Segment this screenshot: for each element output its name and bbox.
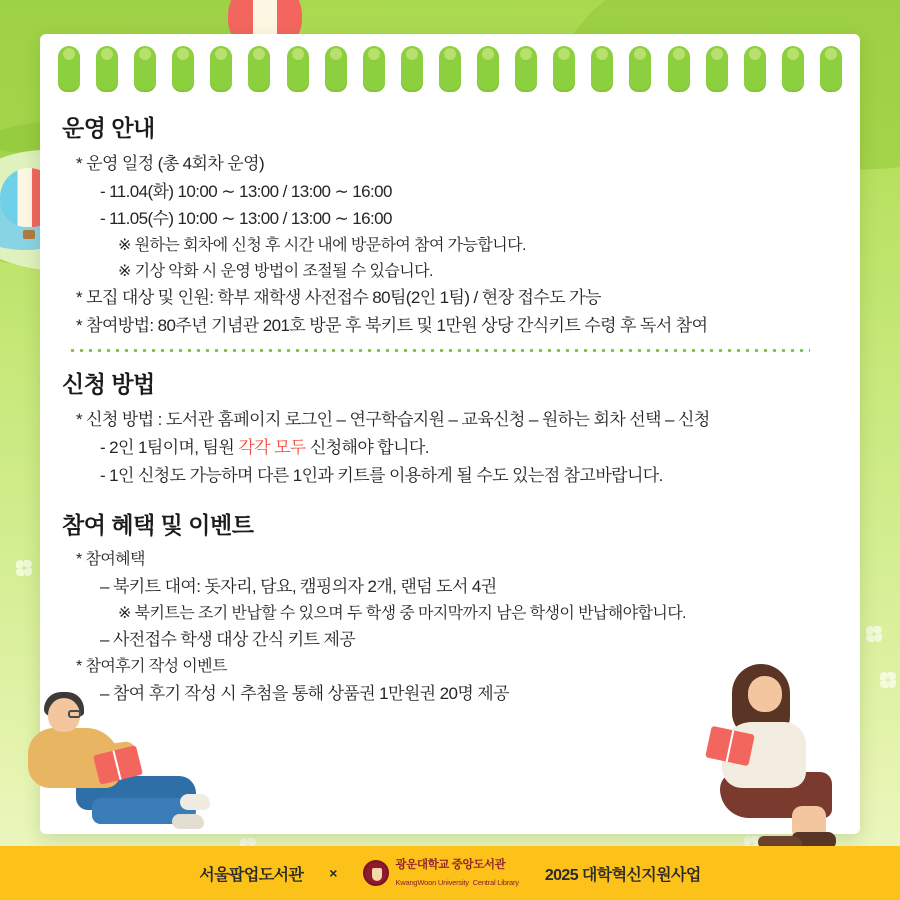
section-heading: 신청 방법 [62,371,155,398]
spiral-ring [325,46,347,92]
info-line: * 모집 대상 및 인원: 학부 재학생 사전접수 80팀(2인 1팀) / 현장 접수도 가능 [76,288,601,308]
info-note: ※ 북키트는 조기 반납할 수 있으며 두 학생 중 마지막까지 남은 학생이 반납해야합니다. [118,604,686,622]
spiral-ring [553,46,575,92]
university-crest-icon [363,860,389,886]
spiral-ring [172,46,194,92]
info-note: ※ 원하는 회차에 신청 후 시간 내에 방문하여 참여 가능합니다. [118,236,526,254]
spiral-ring [515,46,537,92]
section-application-method [62,366,852,489]
section-operation-info [62,110,852,352]
info-line: - 11.04(화) 10:00 ∼ 13:00 / 13:00 ∼ 16:00 [100,181,392,201]
info-line: * 참여후기 작성 이벤트 [76,657,227,675]
spiral-ring [210,46,232,92]
spiral-ring [401,46,423,92]
person-reading-right-illustration [668,660,848,850]
footer-x-separator: × [329,865,338,881]
library-name-kr: 중앙도서관 [451,859,506,872]
university-library-logo [363,856,518,890]
footer-left-label: 서울팝업도서관 [199,866,304,884]
highlight-text: 각각 모두 [238,438,306,457]
spiral-ring [744,46,766,92]
spiral-ring [287,46,309,92]
info-line: * 참여방법: 80주년 기념관 201호 방문 후 북키트 및 1만원 상당 간식키트 수령 후 독서 참여 [76,315,708,335]
spiral-ring [363,46,385,92]
info-line: * 운영 일정 (총 4회차 운영) [76,154,265,173]
clover-icon [16,560,32,576]
info-line: – 북키트 대여: 돗자리, 담요, 캠핑의자 2개, 랜덤 도서 4권 [100,576,497,596]
info-line-highlighted [62,434,852,462]
spiral-ring [248,46,270,92]
spiral-ring [668,46,690,92]
spiral-ring [477,46,499,92]
text-before-highlight: - 2인 1팀이며, 팀원 [100,438,239,457]
spiral-ring [134,46,156,92]
text-after-highlight: 신청해야 합니다. [305,438,429,457]
person-reading-left-illustration [22,690,212,850]
info-line: – 참여 후기 작성 시 추첨을 통해 상품권 1만원권 20명 제공 [100,683,509,703]
spiral-ring [782,46,804,92]
info-note: ※ 기상 악화 시 운영 방법이 조절될 수 있습니다. [118,262,433,280]
university-name-kr: 광운대학교 [395,859,449,872]
clover-icon [866,626,882,642]
section-divider [68,349,810,352]
library-name-en: Central Library [472,878,519,887]
footer-bar [0,846,900,900]
footer-right-label: 2025 대학혁신지원사업 [544,866,701,884]
spiral-ring [706,46,728,92]
section-heading: 운영 안내 [62,115,155,141]
info-line: - 1인 신청도 가능하며 다른 1인과 키트를 이용하게 될 수도 있는점 참고바랍니다. [100,465,663,485]
info-line: – 사전접수 학생 대상 간식 키트 제공 [100,630,356,650]
spiral-ring [591,46,613,92]
spiral-binding [40,46,860,92]
spiral-ring [439,46,461,92]
university-name-en: KwangWoon University [395,878,469,887]
info-line: * 신청 방법 : 도서관 홈페이지 로그인 – 연구학습지원 – 교육신청 – 원하는 회차 선택 – 신청 [76,410,710,430]
spiral-ring [96,46,118,92]
section-heading: 참여 혜택 및 이벤트 [62,512,254,539]
info-line: * 참여혜택 [76,551,145,569]
spiral-ring [629,46,651,92]
info-line: - 11.05(수) 10:00 ∼ 13:00 / 13:00 ∼ 16:00 [100,209,392,229]
clover-icon [880,672,896,688]
spiral-ring [820,46,842,92]
spiral-ring [58,46,80,92]
